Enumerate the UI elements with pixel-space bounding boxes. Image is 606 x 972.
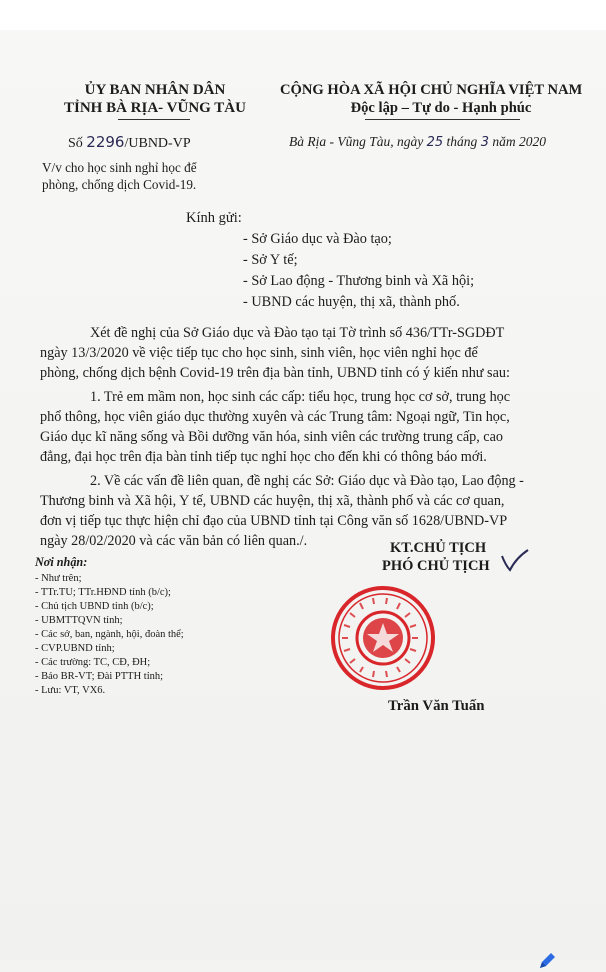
org-name-line1: ỦY BAN NHÂN DÂN (84, 82, 226, 98)
greeting: Kính gửi: (186, 210, 242, 226)
number-handwritten: 2296 (86, 133, 125, 151)
date-year: năm 2020 (492, 134, 546, 149)
body-line: phòng, chống dịch bệnh Covid-19 trên địa bàn tỉnh, UBND tỉnh có ý kiến như sau: (40, 365, 510, 381)
body-line: phổ thông, học viên giáo dục thường xuyên và các Trung tâm: Ngoại ngữ, Tin học, (40, 409, 510, 425)
recipients-block-item: - Chủ tịch UBND tỉnh (b/c); (35, 601, 154, 612)
official-seal-icon (330, 585, 436, 691)
motto: Độc lập – Tự do - Hạnh phúc (350, 100, 532, 116)
document-number (68, 133, 191, 152)
recipients-block-item: - Các sở, ban, ngành, hội, đoàn thể; (35, 629, 184, 640)
recipient-item: - Sở Giáo dục và Đào tạo; (243, 231, 392, 247)
recipients-block-item: - UBMTTQVN tỉnh; (35, 615, 123, 626)
body-line: đơn vị tiếp tục thực hiện chỉ đạo của UBND tỉnh tại Công văn số 1628/UBND-VP (40, 513, 508, 529)
date-day: 25 (426, 135, 444, 150)
org-underline (118, 119, 190, 120)
recipients-block-item: - Các trường: TC, CĐ, ĐH; (35, 657, 151, 668)
body-line: ngày 13/3/2020 về việc tiếp tục cho học sinh, sinh viên, học viên nghỉ học để (40, 345, 478, 361)
recipient-item: - Sở Lao động - Thương binh và Xã hội; (243, 273, 475, 289)
document-page (0, 30, 606, 960)
recipients-block-item: - Lưu: VT, VX6. (35, 685, 106, 696)
number-prefix: Số (68, 136, 83, 151)
recipients-block-item: - Như trên; (35, 573, 82, 584)
signature-title-1: KT.CHỦ TỊCH (390, 540, 487, 556)
top-bar (0, 0, 606, 30)
body-line: Thương binh và Xã hội, Y tế, UBND các huyện, thị xã, thành phố và các cơ quan, (40, 493, 505, 509)
signer-name: Trần Văn Tuấn (388, 698, 485, 714)
recipients-block-item: - CVP.UBND tỉnh; (35, 643, 115, 654)
recipients-block-item: - TTr.TU; TTr.HĐND tỉnh (b/c); (35, 587, 171, 598)
date-month: 3 (480, 135, 489, 150)
number-suffix: /UBND-VP (124, 136, 191, 151)
body-line: Giáo dục kĩ năng sống và Bồi dưỡng văn hóa, sinh viên các trường trung cấp, cao (40, 429, 503, 445)
recipient-item: - Sở Y tế; (243, 252, 298, 268)
checkmark-icon (500, 548, 530, 574)
body-line: đẳng, đại học trên địa bàn tỉnh tiếp tục nghỉ học cho đến khi có thông báo mới. (40, 449, 487, 465)
org-name-line2: TỈNH BÀ RỊA- VŨNG TÀU (64, 100, 246, 116)
date-prefix: Bà Rịa - Vũng Tàu, ngày (289, 134, 424, 149)
body-line: ngày 28/02/2020 và các văn bản có liên quan./. (40, 533, 308, 549)
subject-line2: phòng, chống dịch Covid-19. (42, 177, 197, 192)
recipients-block-item: - Báo BR-VT; Đài PTTH tỉnh; (35, 671, 164, 682)
recipient-item: - UBND các huyện, thị xã, thành phố. (243, 294, 460, 310)
signature-title-2: PHÓ CHỦ TỊCH (382, 558, 490, 574)
subject-line1: V/v cho học sinh nghỉ học để (42, 160, 197, 175)
document-date (289, 134, 546, 150)
motto-underline (365, 119, 520, 120)
body-line: 2. Về các vấn đề liên quan, đề nghị các Sở: Giáo dục và Đào tạo, Lao động - (90, 473, 524, 489)
country-name: CỘNG HÒA XÃ HỘI CHỦ NGHĨA VIỆT NAM (280, 82, 583, 98)
pen-icon[interactable] (536, 950, 558, 972)
date-month-label: tháng (446, 134, 478, 149)
body-line: Xét đề nghị của Sở Giáo dục và Đào tạo tại Tờ trình số 436/TTr-SGDĐT (90, 325, 505, 341)
body-line: 1. Trẻ em mầm non, học sinh các cấp: tiểu học, trung học cơ sở, trung học (90, 389, 511, 405)
recipients-block-title: Nơi nhận: (35, 555, 88, 569)
